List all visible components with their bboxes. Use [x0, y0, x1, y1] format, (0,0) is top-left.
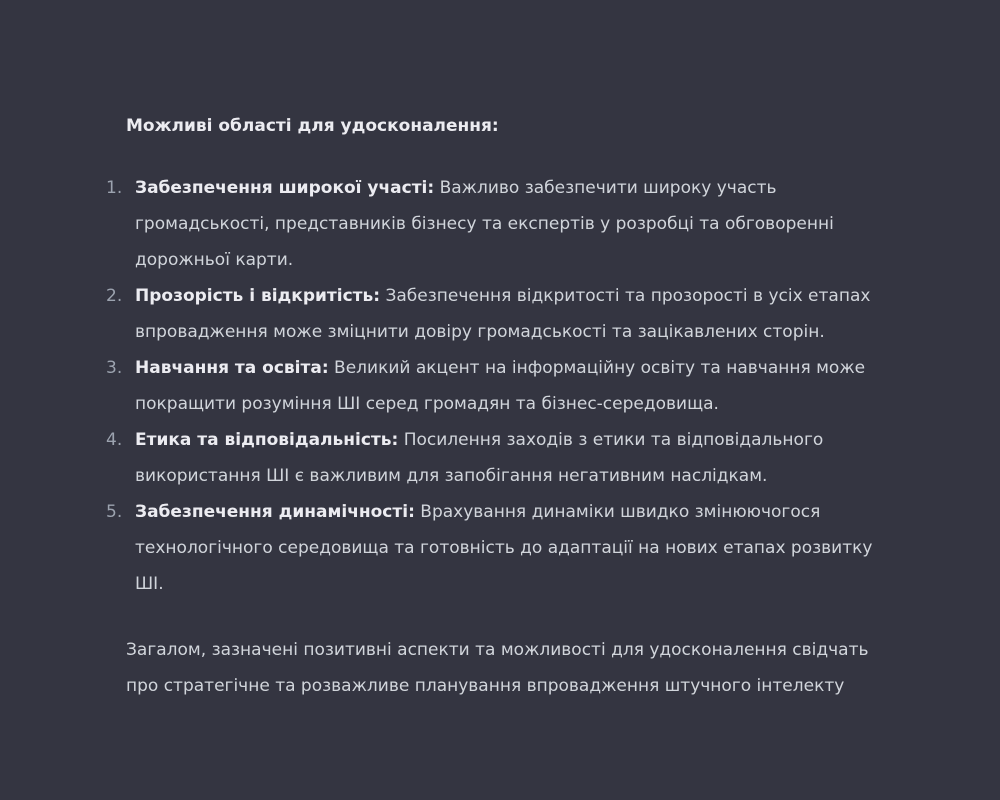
list-item-title: Забезпечення динамічності: [135, 502, 415, 522]
conclusion-paragraph: Загалом, зазначені позитивні аспекти та можливості для удосконалення свідчать про стратегічне та розважливе планування впровадження штучного інтелекту [126, 640, 869, 696]
list-item-number: 4. [106, 430, 123, 450]
list-item-text: Врахування динаміки швидко змінюючогося технологічного середовища та готовність до адаптації на нових етапах розвитку ШІ. [135, 502, 873, 594]
section-heading: Можливі області для удосконалення: [126, 116, 499, 136]
list-item-number: 3. [106, 358, 123, 378]
list-item-number: 2. [106, 286, 123, 306]
list-item-title: Прозорість і відкритість: [135, 286, 381, 306]
list-item [106, 494, 906, 602]
list-item [106, 422, 906, 494]
list-item-text: Посилення заходів з етики та відповідального використання ШІ є важливим для запобігання негативним наслідкам. [135, 430, 824, 486]
list-item-text: Забезпечення відкритості та прозорості в усіх етапах впровадження може зміцнити довіру громадськості та зацікавлених сторін. [135, 286, 871, 342]
list-item [106, 350, 906, 422]
assistant-message [106, 112, 906, 704]
list-item-title: Забезпечення широкої участі: [135, 178, 435, 198]
list-item [106, 278, 906, 350]
list-item [106, 170, 906, 278]
list-item-text: Великий акцент на інформаційну освіту та навчання може покращити розуміння ШІ серед громадян та бізнес-середовища. [135, 358, 866, 414]
list-item-number: 5. [106, 502, 123, 522]
list-item-title: Навчання та освіта: [135, 358, 329, 378]
list-item-number: 1. [106, 178, 123, 198]
improvement-list [106, 170, 906, 602]
list-item-title: Етика та відповідальність: [135, 430, 399, 450]
list-item-text: Важливо забезпечити широку участь громадськості, представників бізнесу та експертів у розробці та обговоренні дорожньої карти. [135, 178, 834, 270]
